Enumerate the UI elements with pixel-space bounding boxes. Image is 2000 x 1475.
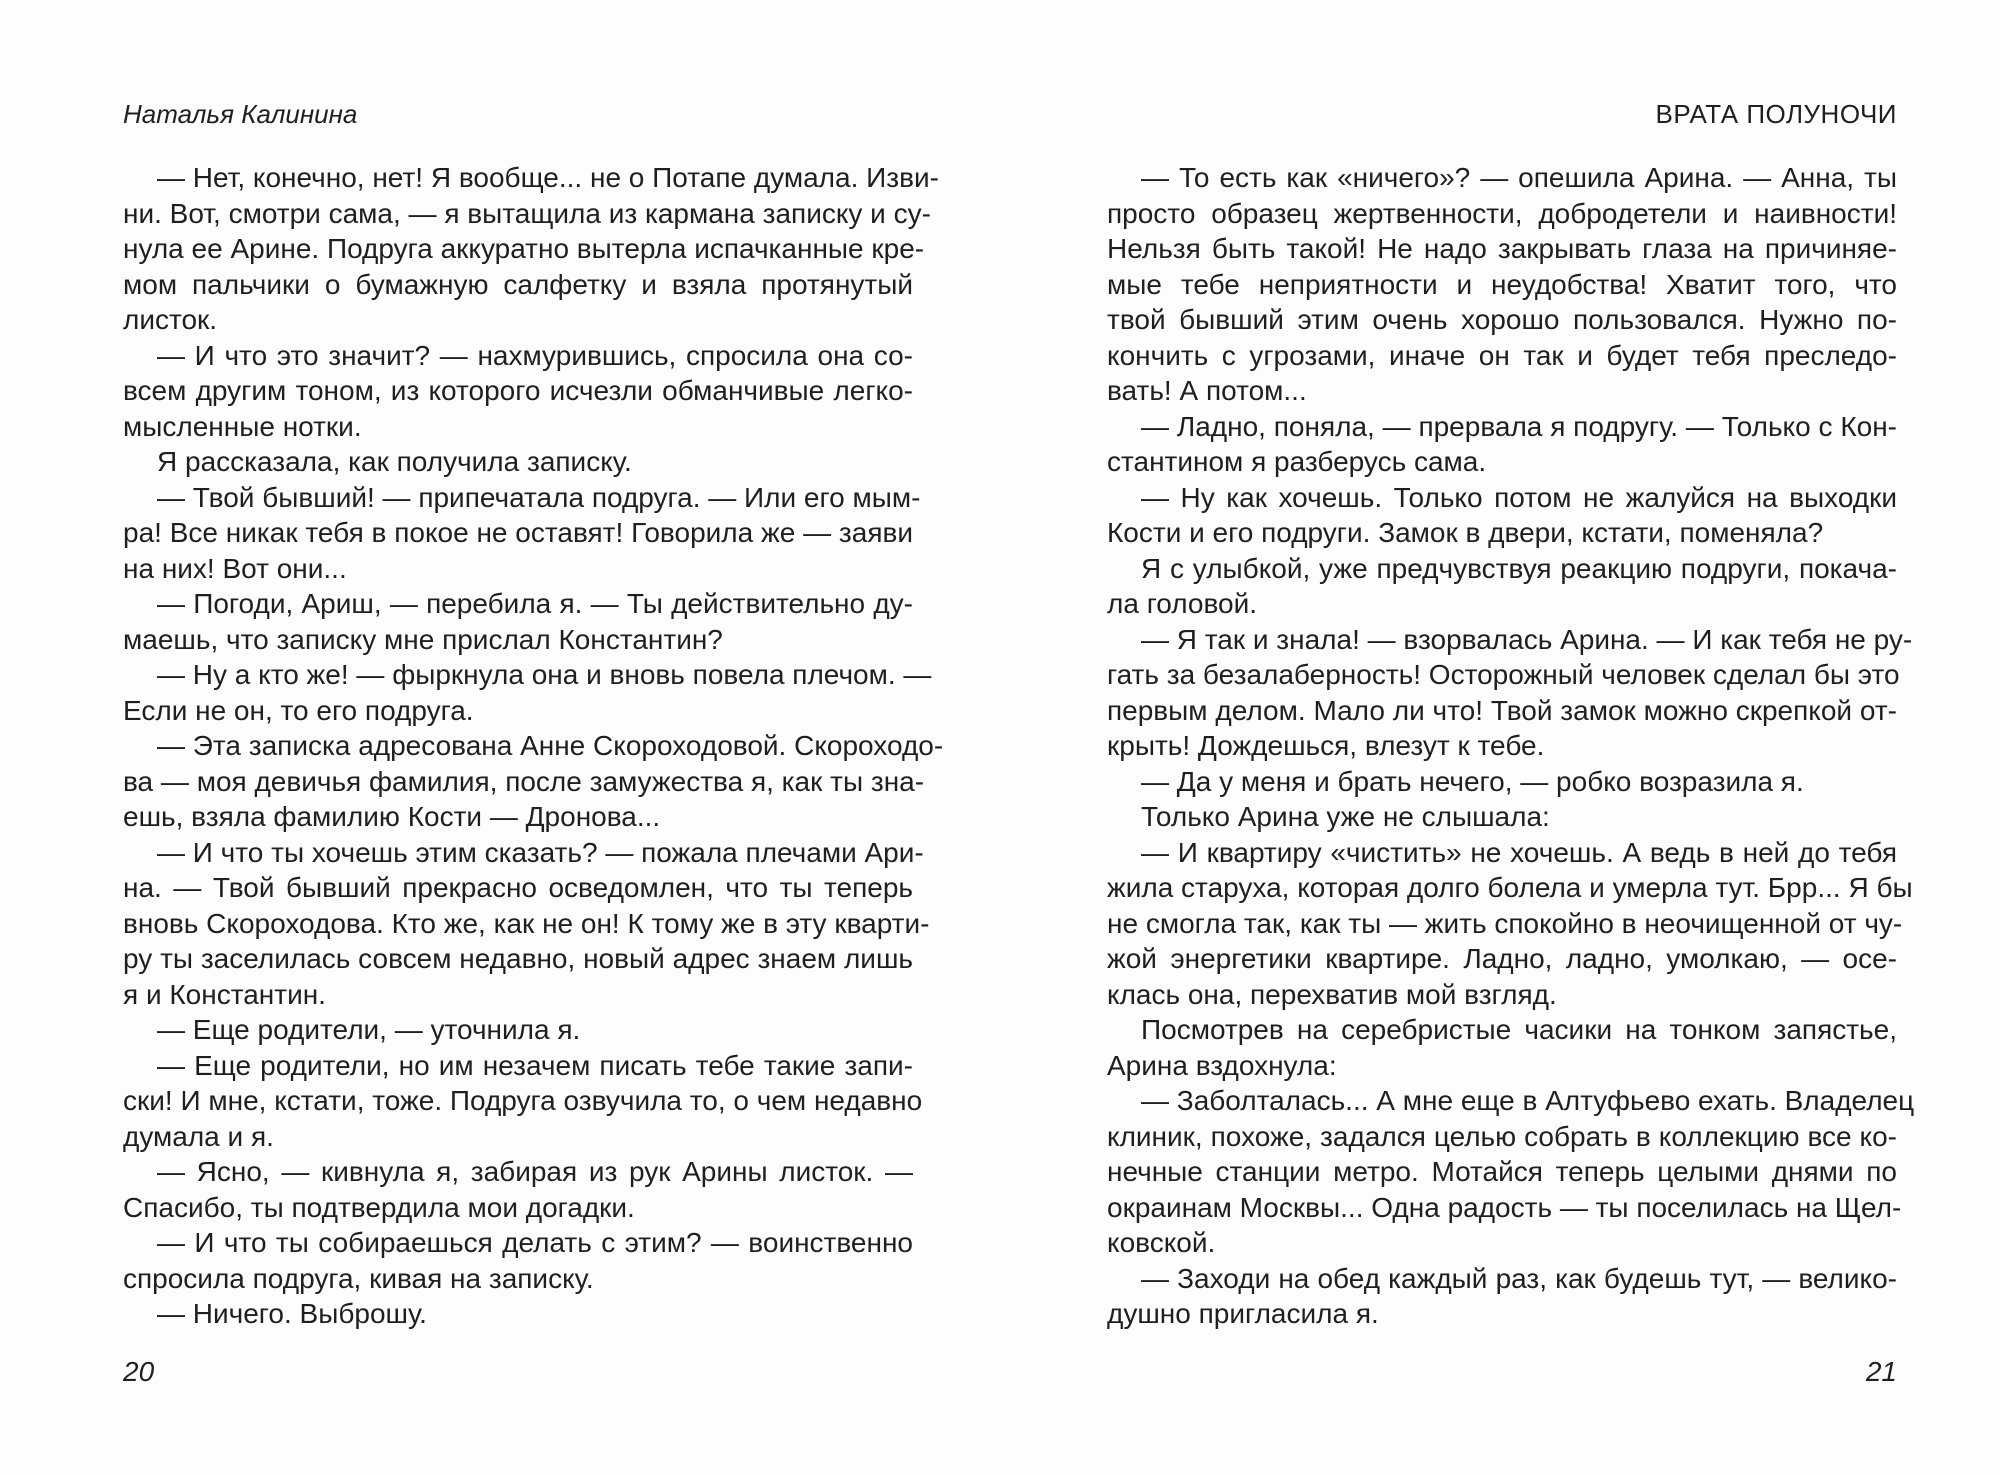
text-line: я и Константин. (123, 978, 326, 1010)
text-line: вать! А потом... (1107, 375, 1307, 406)
text-line: ра! Все никак тебя в покое не оставят! Говорила же — заяви (123, 517, 913, 548)
text-line: — Ясно, — кивнула я, забирая из рук Арины листок. — (157, 1156, 913, 1187)
text-line: ковской. (1107, 1227, 1216, 1258)
text-line: жой энергетики квартире. Ладно, ладно, умолкаю, — осе- (1107, 943, 1897, 974)
text-line: — Еще родители, но им незачем писать тебе такие запи- (157, 1049, 913, 1081)
text-line: ни. Вот, смотри сама, — я вытащила из кармана записку и су- (123, 197, 931, 229)
text-line: вновь Скороходова. Кто же, как не он! К тому же в эту кварти- (123, 907, 930, 939)
text-line: маешь, что записку мне прислал Константин? (123, 623, 723, 655)
text-line: — И что это значит? — нахмурившись, спросила она со- (157, 339, 913, 371)
text-line: гать за безалаберность! Осторожный человек сделал бы это (1107, 659, 1900, 690)
text-line: ва — моя девичья фамилия, после замужества я, как ты зна- (123, 765, 925, 797)
text-line: думала и я. (123, 1120, 274, 1152)
text-line: ру ты заселилась совсем недавно, новый адрес знаем лишь (123, 943, 913, 974)
text-line: на. — Твой бывший прекрасно осведомлен, что ты теперь (123, 872, 913, 903)
text-line: — Ничего. Выброшу. (157, 1298, 427, 1329)
page-body-text (123, 160, 944, 1332)
text-line: Я с улыбкой, уже предчувствуя реакцию подруги, покача- (1141, 552, 1897, 584)
text-line: — Еще родители, — уточнила я. (157, 1014, 581, 1045)
text-line: ла головой. (1107, 588, 1258, 619)
text-line: — Да у меня и брать нечего, — робко возразила я. (1141, 765, 1804, 797)
text-line: жила старуха, которая долго болела и умерла тут. Брр... Я бы (1107, 872, 1913, 903)
text-line: клиник, похоже, задался целью собрать в коллекцию все ко- (1107, 1120, 1897, 1152)
text-line: — И что ты хочешь этим сказать? — пожала плечами Ари- (157, 836, 924, 868)
text-line: Кости и его подруги. Замок в двери, кстати, поменяла? (1107, 517, 1824, 548)
text-line: Спасибо, ты подтвердила мои догадки. (123, 1191, 635, 1223)
text-line: нечные станции метро. Мотайся теперь целыми днями по (1107, 1156, 1897, 1187)
text-line: — Погоди, Ариш, — перебила я. — Ты действительно ду- (157, 588, 913, 619)
text-line: окраинам Москвы... Одна радость — ты поселилась на Щел- (1107, 1191, 1902, 1223)
text-line: стантином я разберусь сама. (1107, 446, 1487, 477)
text-line: просто образец жертвенности, добродетели и наивности! (1107, 197, 1897, 229)
text-line: всем другим тоном, из которого исчезли обманчивые легко- (123, 375, 913, 406)
text-line: Нельзя быть такой! Не надо закрывать глаза на причиняе- (1107, 233, 1897, 264)
text-line: Если не он, то его подруга. (123, 694, 474, 726)
right-page (1107, 0, 1915, 1475)
text-line: мысленные нотки. (123, 410, 362, 442)
text-line: — Нет, конечно, нет! Я вообще... не о Потапе думала. Изви- (157, 162, 939, 193)
text-line: мом пальчики о бумажную салфетку и взяла протянутый (123, 268, 913, 300)
text-line: Арина вздохнула: (1107, 1049, 1337, 1081)
text-line: — Твой бывший! — припечатала подруга. — Или его мым- (157, 481, 921, 513)
text-line: — Заходи на обед каждый раз, как будешь тут, — велико- (1141, 1262, 1897, 1294)
text-line: на них! Вот они... (123, 552, 347, 584)
page-body-text (1107, 160, 1915, 1332)
text-line: крыть! Дождешься, влезут к тебе. (1107, 730, 1545, 761)
text-line: — То есть как «ничего»? — опешила Арина. — Анна, ты (1141, 162, 1897, 193)
text-line: спросила подруга, кивая на записку. (123, 1262, 594, 1294)
text-line: Только Арина уже не слышала: (1141, 801, 1550, 832)
text-line: твой бывший этим очень хорошо пользовался. Нужно по- (1107, 304, 1897, 335)
text-line: — Эта записка адресована Анне Скороходовой. Скороходо- (157, 730, 944, 761)
text-line: — Заболталась... А мне еще в Алтуфьево ехать. Владелец (1141, 1085, 1915, 1116)
text-line: нула ее Арине. Подруга аккуратно вытерла испачканные кре- (123, 233, 925, 264)
text-line: — Я так и знала! — взорвалась Арина. — И как тебя не ру- (1141, 623, 1913, 655)
text-line: первым делом. Мало ли что! Твой замок можно скрепкой от- (1107, 694, 1897, 726)
running-header-author: Наталья Калинина (123, 99, 358, 129)
text-line: — И квартиру «чистить» не хочешь. А ведь в ней до тебя (1141, 836, 1897, 868)
text-line: — Ну а кто же! — фыркнула она и вновь повела плечом. — (157, 659, 932, 690)
text-line: клась она, перехватив мой взгляд. (1107, 978, 1557, 1010)
text-line: — И что ты собираешься делать с этим? — воинственно (157, 1227, 913, 1258)
left-page (123, 0, 944, 1475)
page-number: 20 (123, 1356, 155, 1387)
text-line: ешь, взяла фамилию Кости — Дронова... (123, 801, 661, 832)
text-line: Посмотрев на серебристые часики на тонком запястье, (1141, 1014, 1897, 1045)
text-line: — Ну как хочешь. Только потом не жалуйся на выходки (1141, 481, 1897, 513)
running-header-title: ВРАТА ПОЛУНОЧИ (1655, 99, 1897, 129)
text-line: кончить с угрозами, иначе он так и будет тебя преследо- (1107, 339, 1897, 371)
text-line: душно пригласила я. (1107, 1298, 1379, 1329)
text-line: — Ладно, поняла, — прервала я подругу. — Только с Кон- (1141, 410, 1897, 442)
text-line: не смогла так, как ты — жить спокойно в неочищенной от чу- (1107, 907, 1903, 939)
text-line: Я рассказала, как получила записку. (157, 446, 632, 477)
text-line: листок. (123, 304, 218, 335)
text-line: мые тебе неприятности и неудобства! Хватит того, что (1107, 268, 1897, 300)
text-line: ски! И мне, кстати, тоже. Подруга озвучила то, о чем недавно (123, 1085, 923, 1116)
page-number: 21 (1865, 1356, 1897, 1387)
